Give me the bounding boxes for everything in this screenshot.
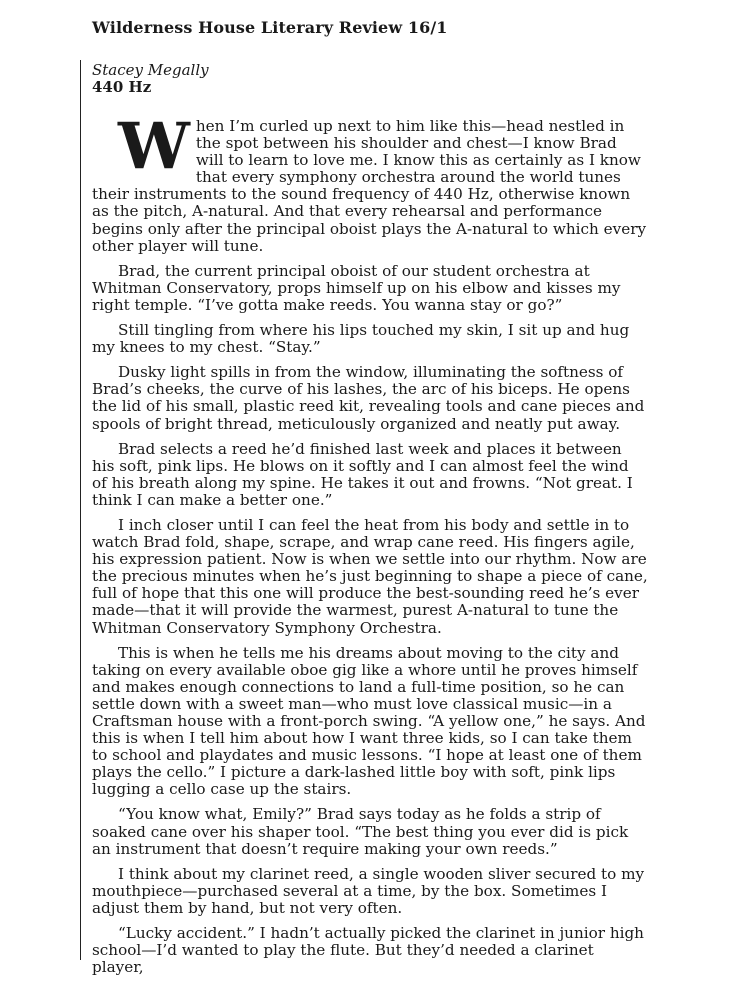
journal-header: Wilderness House Literary Review 16/1 <box>92 18 448 37</box>
paragraph-2: Brad, the current principal oboist of our student orchestra at Whitman Conservatory, props himself up on his elbow and kisses my right temple. “I’ve gotta make reeds. You wanna stay or go?” <box>92 261 621 314</box>
paragraph-5: Brad selects a reed he’d finished last week and places it between his soft, pink lips. He blows on it softly and I can almost feel the wind of his breath along my spine. He takes it out and frowns. “Not great. I think I can make a better one.” <box>92 439 633 509</box>
story-title: 440 Hz <box>92 78 152 96</box>
paragraph-1-text: hen I’m curled up next to him like this—head nestled in the spot between his shoulder and chest—I know Brad will to learn to love me. I know this as certainly as I know that every symphony orchestra around the world tunes their instruments to the sound frequency of 440 Hz, otherwise known as the pitch, A-natural. And that every rehearsal and performance begins only after the principal oboist plays the A-natural to which every other player will tune. <box>92 117 647 255</box>
article <box>92 62 648 984</box>
paragraph-6: I inch closer until I can feel the heat from his body and settle in to watch Brad fold, shape, scrape, and wrap cane reed. His fingers agile, his expression patient. Now is when we settle into our rhythm. Now are the precious minutes when he’s just beginning to shape a piece of cane, full of hope that this one will produce the best-sounding reed he’s ever made—that it will provide the warmest, purest A-natural to tune the Whitman Conservatory Symphony Orchestra. <box>92 515 648 637</box>
margin-rule <box>80 60 81 960</box>
paragraph-9: I think about my clarinet reed, a single wooden sliver secured to my mouthpiece—purchased several at a time, by the box. Sometimes I adjust them by hand, but not very often. <box>92 864 645 917</box>
paragraph-4: Dusky light spills in from the window, illuminating the softness of Brad’s cheeks, the curve of his lashes, the arc of his biceps. He opens the lid of his small, plastic reed kit, revealing tools and cane pieces and spools of bright thread, meticulously organized and neatly put away. <box>92 363 645 433</box>
paragraph-1 <box>92 109 648 255</box>
paragraph-3: Still tingling from where his lips touched my skin, I sit up and hug my knees to my chest. “Stay.” <box>92 321 630 357</box>
author-name: Stacey Megally <box>92 61 209 79</box>
drop-cap: W <box>118 109 190 184</box>
paragraph-10: “Lucky accident.” I hadn’t actually picked the clarinet in junior high school—I’d wanted to play the flute. But they’d needed a clarinet player, <box>92 924 644 977</box>
paragraph-7: This is when he tells me his dreams about moving to the city and taking on every available oboe gig like a whore until he proves himself and makes enough connections to land a full-time position, so he can settle down with a sweet man—who must love classical music—in a Craftsman house with a front-porch swing. “A yellow one,” he says. And this is when I tell him about how I want three kids, so I can take them to school and playdates and music lessons. “I hope at least one of them plays the cello.” I picture a dark-lashed little boy with soft, pink lips lugging a cello case up the stairs. <box>92 643 646 799</box>
paragraph-8: “You know what, Emily?” Brad says today as he folds a strip of soaked cane over his shaper tool. “The best thing you ever did is pick an instrument that doesn’t require making your own reeds.” <box>92 805 629 858</box>
